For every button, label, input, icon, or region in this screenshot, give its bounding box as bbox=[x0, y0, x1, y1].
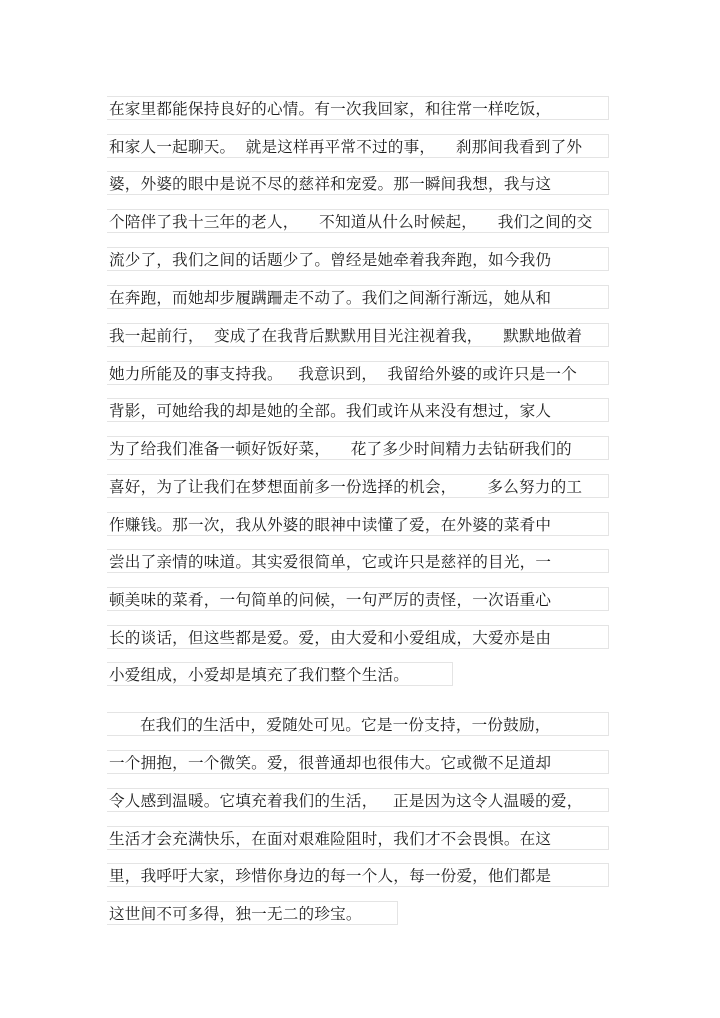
text-line: 一个拥抱，一个微笑。爱，很普通却也很伟大。它或微不足道却 bbox=[107, 750, 609, 774]
text-line: 婆，外婆的眼中是说不尽的慈祥和宠爱。那一瞬间我想，我与这 bbox=[107, 171, 609, 195]
text-line: 流少了，我们之间的话题少了。曾经是她牵着我奔跑，如今我仍 bbox=[107, 247, 609, 271]
text-line: 长的谈话，但这些都是爱。爱，由大爱和小爱组成，大爱亦是由 bbox=[107, 625, 609, 649]
text-line: 令人感到温暖。它填充着我们的生活， 正是因为这令人温暖的爱， bbox=[107, 788, 609, 812]
text-line: 作赚钱。那一次，我从外婆的眼神中读懂了爱，在外婆的菜肴中 bbox=[107, 512, 609, 536]
text-line: 我一起前行， 变成了在我背后默默用目光注视着我， 默默地做着 bbox=[107, 323, 609, 347]
text-line: 她力所能及的事支持我。 我意识到， 我留给外婆的或许只是一个 bbox=[107, 361, 609, 385]
text-line: 尝出了亲情的味道。其实爱很简单，它或许只是慈祥的目光，一 bbox=[107, 549, 609, 573]
text-line: 这世间不可多得，独一无二的珍宝。 bbox=[107, 901, 398, 925]
text-line: 里，我呼吁大家，珍惜你身边的每一个人，每一份爱，他们都是 bbox=[107, 863, 609, 887]
text-line: 在我们的生活中，爱随处可见。它是一份支持，一份鼓励， bbox=[107, 712, 609, 736]
text-line: 和家人一起聊天。 就是这样再平常不过的事， 刹那间我看到了外 bbox=[107, 134, 609, 158]
text-line: 在家里都能保持良好的心情。有一次我回家，和往常一样吃饭， bbox=[107, 96, 609, 120]
text-line: 喜好，为了让我们在梦想面前多一份选择的机会， 多么努力的工 bbox=[107, 474, 609, 498]
text-line: 小爱组成，小爱却是填充了我们整个生活。 bbox=[107, 662, 453, 686]
text-line: 顿美味的菜肴，一句简单的问候，一句严厉的责怪，一次语重心 bbox=[107, 587, 609, 611]
text-line: 个陪伴了我十三年的老人， 不知道从什么时候起， 我们之间的交 bbox=[107, 209, 609, 233]
text-line: 生活才会充满快乐，在面对艰难险阻时，我们才不会畏惧。在这 bbox=[107, 826, 609, 850]
text-line: 背影，可她给我的却是她的全部。我们或许从来没有想过，家人 bbox=[107, 398, 609, 422]
text-line: 在奔跑，而她却步履蹒跚走不动了。我们之间渐行渐远，她从和 bbox=[107, 285, 609, 309]
text-line: 为了给我们准备一顿好饭好菜， 花了多少时间精力去钻研我们的 bbox=[107, 436, 609, 460]
